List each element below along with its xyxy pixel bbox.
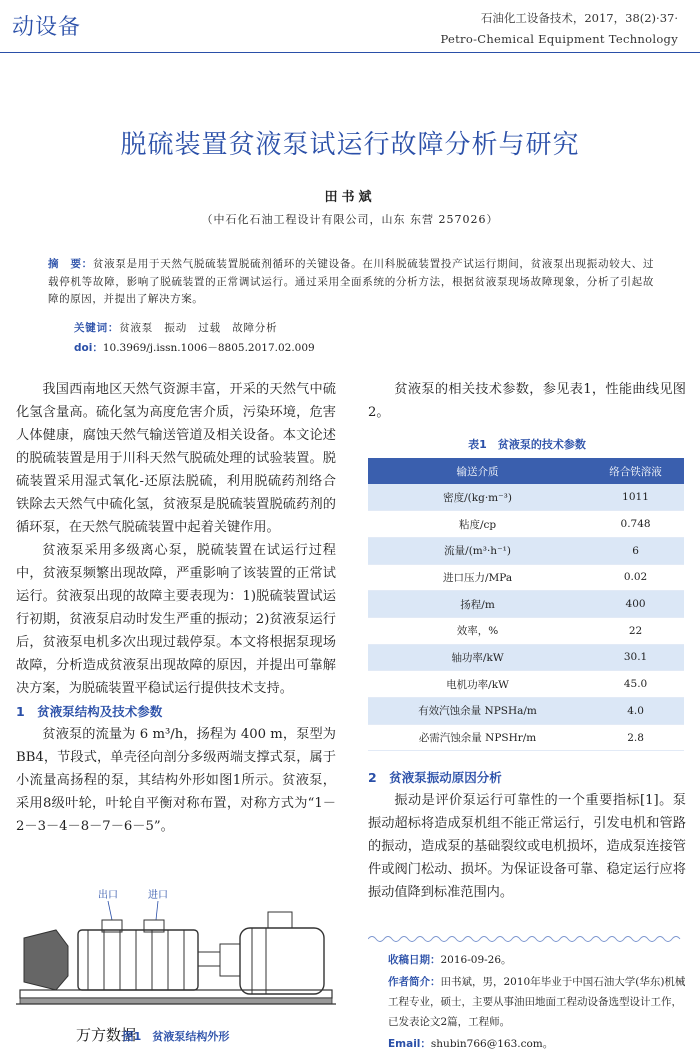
table-row [368,484,684,511]
bio-text: 田书斌，男，2010年毕业于中国石油大学(华东)机械工程专业，硕士，主要从事油田地面工程动设备选型设计工作，已发表论文2篇，工程师。 [388,976,686,1028]
table-cell: 扬程/m [368,591,587,618]
wavy-divider [368,934,686,944]
received-value: 2016-09-26。 [440,954,512,966]
table-header-cell: 输送介质 [368,458,587,484]
table-row [368,591,684,618]
table-cell: 22 [587,617,684,644]
outlet-label: 出口 [98,890,118,901]
author-bio [388,972,688,1032]
affiliation: （中石化石油工程设计有限公司，山东 东营 257026） [201,213,499,226]
table-cell: 粘度/cp [368,511,587,538]
body-paragraph: 我国西南地区天然气资源丰富，开采的天然气中硫化氢含量高。硫化氢为高度危害介质，污染环境，危害人体健康，腐蚀天然气输送管道及相关设备。本文论述的脱硫装置是用于川科天然气脱硫处理的试验装置。脱硫装置采用湿式氧化-还原法脱硫，利用脱硫药剂络合铁除去天然气中硫化氢，贫液泵是脱硫装置脱硫药剂的循环泵，在天然气脱硫装置中起着关键作用。 [16,382,336,535]
section-heading: 2 贫液泵振动原因分析 [368,770,502,785]
table-cell: 30.1 [587,644,684,671]
table-row [368,511,684,538]
keywords [74,320,277,335]
received-date [388,950,688,970]
paper-title: 脱硫装置贫液泵试运行故障分析与研究 [120,130,580,160]
table-row [368,537,684,564]
table-cell: 必需汽蚀余量 NPSHr/m [368,724,587,751]
left-column [16,378,336,838]
body-paragraph: 振动是评价泵运行可靠性的一个重要指标[1]。泵振动超标将造成泵机组不能正常运行，引发电机和管路的振动，造成泵的基础裂纹或电机损坏，造成泵连接管件或阀门松动、损坏。为保证设备可靠、稳定运行应将振动值降到标准范围内。 [368,793,686,900]
abstract [48,256,654,309]
table-header-row [368,458,684,484]
bio-label: 作者简介： [388,976,441,988]
doi-label: doi： [74,342,103,354]
pump-figure [16,886,336,1026]
table-row [368,564,684,591]
params-table [368,458,684,751]
abstract-label: 摘 要： [48,258,93,270]
table-cell: 45.0 [587,671,684,698]
author: 田书斌 [324,190,376,205]
table-cell: 流量/(m³·h⁻¹) [368,537,587,564]
table-row [368,644,684,671]
email-label: Email： [388,1038,431,1050]
keywords-label: 关键词： [74,322,120,334]
section-tag: 动设备 [12,15,82,40]
table-cell: 有效汽蚀余量 NPSHa/m [368,698,587,725]
doi [74,340,315,355]
abstract-text: 贫液泵是用于天然气脱硫装置脱硫剂循环的关键设备。在川科脱硫装置投产试运行期间，贫液泵出现振动较大、过载停机等故障，影响了脱硫装置的正常调试运行。通过采用全面系统的分析方法，根据贫液泵现场故障现象，分析了引起故障的原因，并提出了解决方案。 [48,258,654,305]
table-cell: 6 [587,537,684,564]
right-column-bottom [368,766,686,904]
table-header-cell: 络合铁溶液 [587,458,684,484]
received-label: 收稿日期： [388,954,441,966]
body-paragraph: 贫液泵的流量为 6 m³/h，扬程为 400 m，泵型为BB4，节段式，单壳径向剖分多级两端支撑式泵，属于小流量高扬程的泵，其结构外形如图1所示。贫液泵，采用8级叶轮，叶轮自平衡对称布置，对称方式为“1－2－3－4－8－7－6－5”。 [16,727,336,834]
table-row [368,724,684,751]
figure-caption: 图1 贫液泵结构外形 [122,1030,230,1043]
keywords-text: 贫液泵 振动 过载 故障分析 [119,322,278,334]
body-paragraph: 贫液泵采用多级离心泵，脱硫装置在试运行过程中，贫液泵频繁出现故障，严重影响了该装置的正常试运行。贫液泵出现的故障主要表现为：1)脱硫装置试运行初期，贫液泵启动时发生严重的振动；2)贫液泵运行后，贫液泵电机多次出现过载停泵。本文将根据泵现场故障，分析造成贫液泵出现故障的原因，并提出可靠解决方案，为脱硫装置平稳试运行提供技术支持。 [16,543,336,696]
page-header [0,0,700,52]
table-cell: 电机功率/kW [368,671,587,698]
author-email [388,1034,688,1054]
doi-text: 10.3969/j.issn.1006－8805.2017.02.009 [102,342,315,354]
right-column-top [368,378,686,424]
table-row [368,698,684,725]
inlet-label: 进口 [148,890,168,901]
table-cell: 400 [587,591,684,618]
table-cell: 轴功率/kW [368,644,587,671]
body-paragraph: 贫液泵的相关技术参数，参见表1，性能曲线见图2。 [368,382,686,420]
email-link[interactable]: shubin766@163.com。 [430,1038,554,1050]
table-cell: 效率，% [368,617,587,644]
journal-citation: 石油化工设备技术，2017，38(2)·37· [480,11,678,25]
table-row [368,617,684,644]
header-rule [0,52,700,53]
section-heading: 1 贫液泵结构及技术参数 [16,704,163,719]
table-cell: 0.02 [587,564,684,591]
table-cell: 进口压力/MPa [368,564,587,591]
table-caption: 表1 贫液泵的技术参数 [468,438,586,451]
table-cell: 密度/(kg·m⁻³) [368,484,587,511]
table-cell: 4.0 [587,698,684,725]
table-row [368,671,684,698]
journal-name-en: Petro-Chemical Equipment Technology [440,32,678,46]
table-cell: 2.8 [587,724,684,751]
table-cell: 1011 [587,484,684,511]
table-cell: 0.748 [587,511,684,538]
watermark: 万方数据 [76,1026,137,1044]
